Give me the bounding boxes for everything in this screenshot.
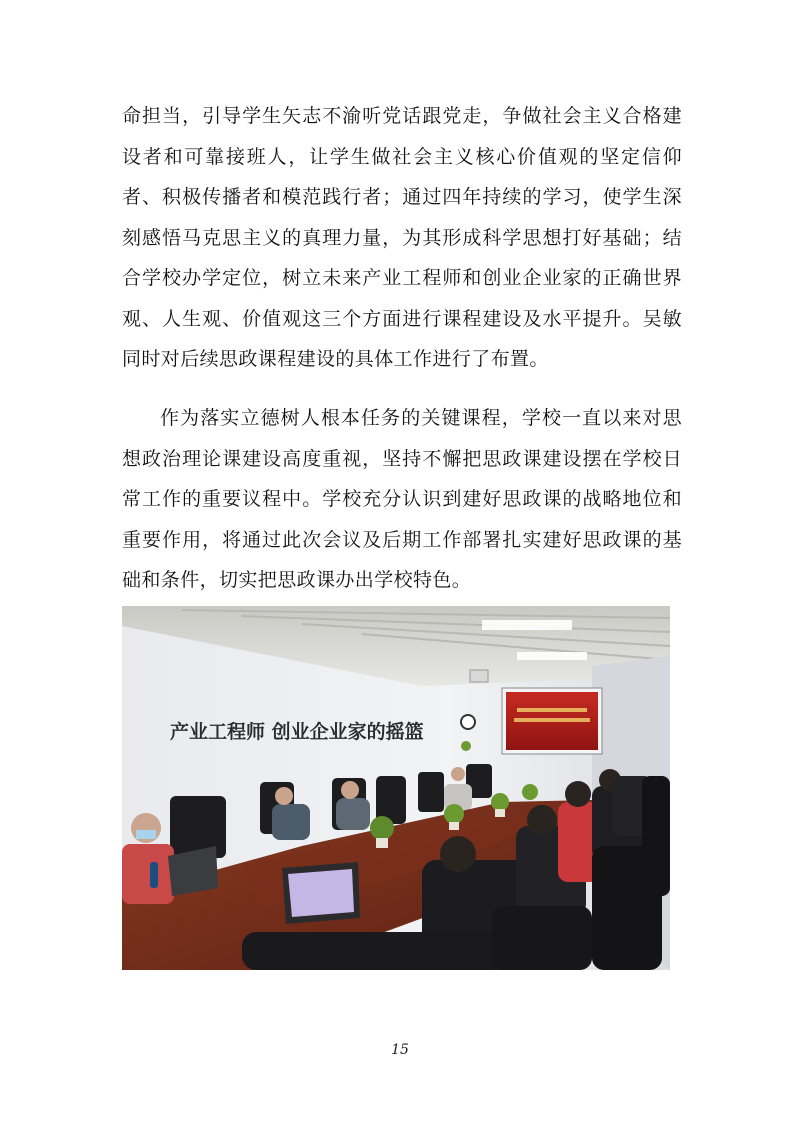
meeting-photo (122, 606, 670, 970)
body-paragraph-1: 命担当，引导学生矢志不渝听党话跟党走，争做社会主义合格建设者和可靠接班人，让学生做社会主义核心价值观的坚定信仰者、积极传播者和模范践行者；通过四年持续的学习，使学生深刻感悟马克思主义的真理力量，为其形成科学思想打好基础；结合学校办学定位，树立未来产业工程师和创业企业家的正确世界观、人生观、价值观这三个方面进行课程建设及水平提升。吴敏同时对后续思政课程建设的具体工作进行了布置。 (122, 105, 682, 370)
body-paragraph-2: 作为落实立德树人根本任务的关键课程，学校一直以来对思想政治理论课建设高度重视，坚持不懈把思政课建设摆在学校日常工作的重要议程中。学校充分认识到建好思政课的战略地位和重要作用，将通过此次会议及后期工作部署扎实建好思政课的基础和条件，切实把思政课办出学校特色。 (122, 407, 682, 591)
page-number: 15 (391, 1042, 409, 1058)
wall-slogan-text: 产业工程师 创业企业家的摇篮 (170, 721, 424, 743)
clock-icon (461, 715, 475, 729)
